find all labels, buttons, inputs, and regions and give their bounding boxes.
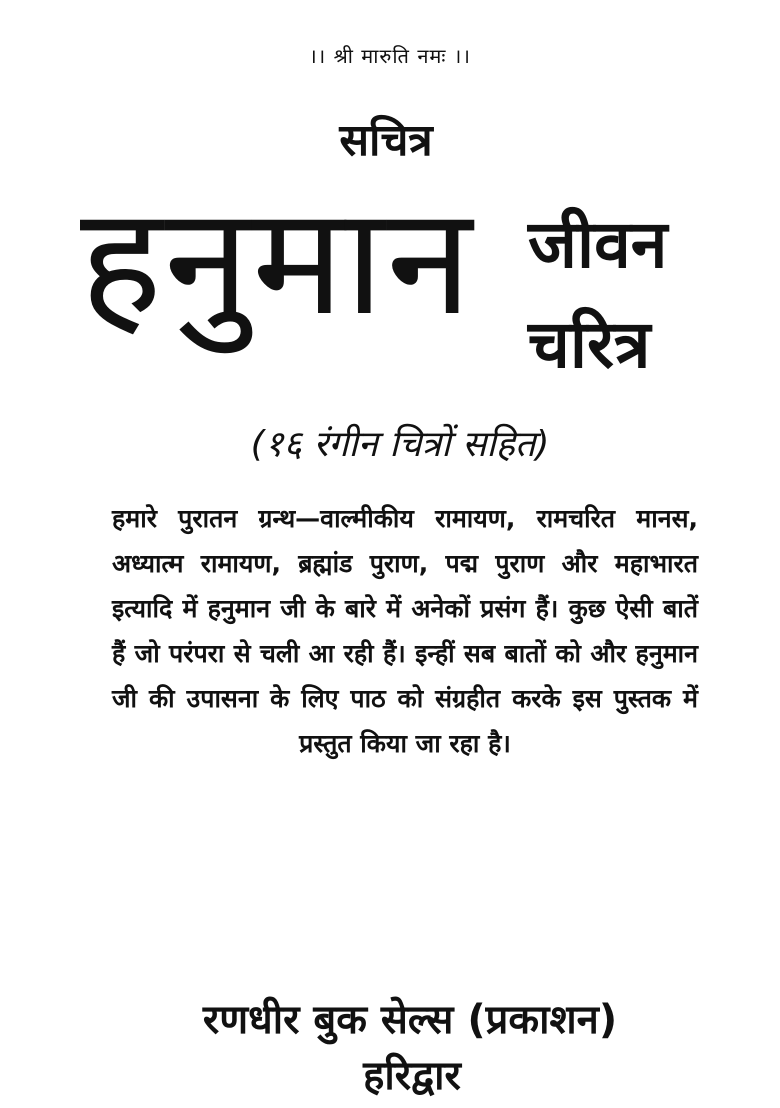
- publisher-name: रणधीर बुक सेल्स (प्रकाशन): [202, 997, 618, 1043]
- subtitle-sachitra: सचित्र: [339, 115, 433, 166]
- title-charitra: चरित्र: [528, 306, 651, 383]
- description-paragraph: हमारे पुरातन ग्रन्थ—वाल्मीकीय रामायण, रामचरित मानस, अध्यात्म रामायण, ब्रह्मांड पुराण, पद्म पुराण और महाभारत इत्यादि में हनुमान जी के बारे में अनेकों प्रसंग हैं। कुछ ऐसी बातें हैं जो परंपरा से चली आ रही हैं। इन्हीं सब बातों को और हनुमान जी की उपासना के लिए पाठ को संग्रहीत करके इस पुस्तक में प्रस्तुत किया जा रहा है।: [112, 504, 698, 758]
- title-jeevan: जीवन: [528, 206, 668, 283]
- main-title-hanuman: हनुमान: [80, 175, 475, 349]
- color-pictures-note: (१६ रंगीन चित्रों सहित): [250, 424, 550, 465]
- invocation-text: ।। श्री मारुति नमः ।।: [309, 44, 471, 68]
- publisher-city: हरिद्वार: [363, 1053, 461, 1099]
